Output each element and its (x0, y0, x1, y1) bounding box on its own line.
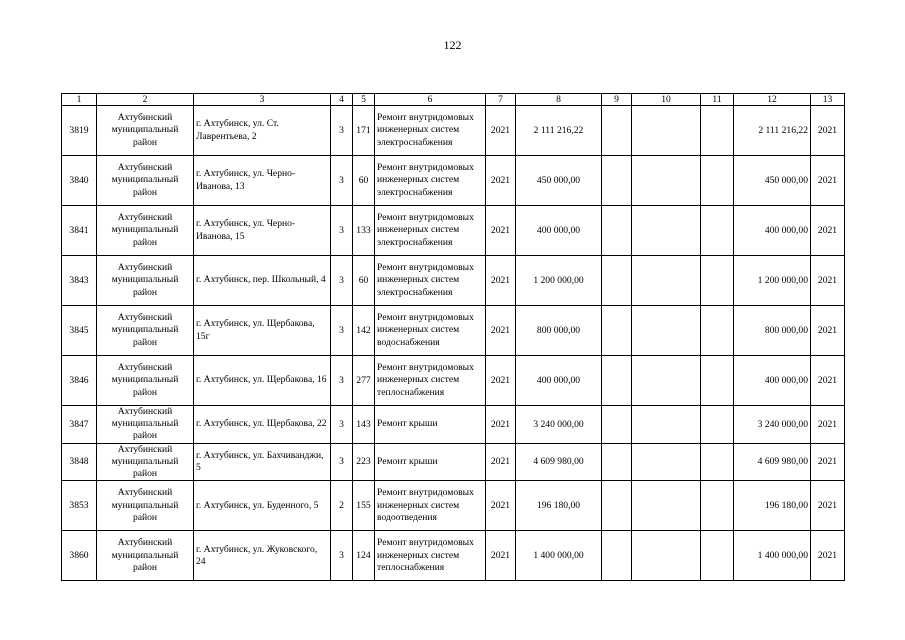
cell-col4: 3 (331, 356, 353, 406)
cell-work-type: Ремонт внутридомовых инженерных систем электроснабжения (375, 256, 486, 306)
table-row (62, 156, 845, 206)
cell-number: 3841 (62, 206, 97, 256)
cell-col12-amount: 4 609 980,00 (734, 443, 811, 481)
cell-work-type: Ремонт внутридомовых инженерных систем водоотведения (375, 481, 486, 531)
cell-col8-amount: 4 609 980,00 (516, 443, 602, 481)
cell-address: г. Ахтубинск, ул. Черно-Иванова, 15 (194, 206, 331, 256)
cell-col4: 3 (331, 206, 353, 256)
cell-col5: 133 (353, 206, 375, 256)
cell-col8-amount: 2 111 216,22 (516, 106, 602, 156)
cell-col12-amount: 400 000,00 (734, 206, 811, 256)
cell-address: г. Ахтубинск, ул. Щербакова, 22 (194, 406, 331, 444)
cell-address: г. Ахтубинск, пер. Школьный, 4 (194, 256, 331, 306)
cell-col5: 143 (353, 406, 375, 444)
cell-col10 (632, 356, 701, 406)
cell-col11 (701, 256, 734, 306)
cell-col4: 3 (331, 156, 353, 206)
cell-col10 (632, 206, 701, 256)
cell-col7: 2021 (486, 531, 516, 581)
cell-number: 3840 (62, 156, 97, 206)
cell-col7: 2021 (486, 206, 516, 256)
cell-col11 (701, 406, 734, 444)
cell-col8-amount: 1 200 000,00 (516, 256, 602, 306)
cell-address: г. Ахтубинск, ул. Бахчиванджи, 5 (194, 443, 331, 481)
table-row (62, 406, 845, 444)
cell-district: Ахтубинский муниципальный район (97, 406, 194, 444)
cell-number: 3846 (62, 356, 97, 406)
column-header: 9 (602, 94, 632, 106)
cell-col5: 223 (353, 443, 375, 481)
cell-work-type: Ремонт внутридомовых инженерных систем водоснабжения (375, 306, 486, 356)
cell-col8-amount: 1 400 000,00 (516, 531, 602, 581)
cell-col13: 2021 (811, 531, 845, 581)
cell-col5: 124 (353, 531, 375, 581)
cell-col11 (701, 306, 734, 356)
cell-col5: 277 (353, 356, 375, 406)
cell-col12-amount: 800 000,00 (734, 306, 811, 356)
cell-col12-amount: 3 240 000,00 (734, 406, 811, 444)
cell-col12-amount: 1 200 000,00 (734, 256, 811, 306)
cell-col4: 3 (331, 406, 353, 444)
cell-col12-amount: 1 400 000,00 (734, 531, 811, 581)
cell-col5: 142 (353, 306, 375, 356)
cell-col9 (602, 206, 632, 256)
cell-work-type: Ремонт внутридомовых инженерных систем электроснабжения (375, 156, 486, 206)
cell-col13: 2021 (811, 106, 845, 156)
cell-work-type: Ремонт внутридомовых инженерных систем теплоснабжения (375, 356, 486, 406)
cell-col10 (632, 481, 701, 531)
cell-col7: 2021 (486, 306, 516, 356)
cell-col9 (602, 306, 632, 356)
cell-col11 (701, 206, 734, 256)
table-row (62, 206, 845, 256)
cell-col9 (602, 256, 632, 306)
table-row (62, 443, 845, 481)
cell-col13: 2021 (811, 156, 845, 206)
cell-col4: 2 (331, 481, 353, 531)
cell-col13: 2021 (811, 306, 845, 356)
column-header: 6 (375, 94, 486, 106)
cell-address: г. Ахтубинск, ул. Жуковского, 24 (194, 531, 331, 581)
cell-col13: 2021 (811, 206, 845, 256)
cell-number: 3848 (62, 443, 97, 481)
cell-col7: 2021 (486, 256, 516, 306)
cell-address: г. Ахтубинск, ул. Щербакова, 15г (194, 306, 331, 356)
cell-work-type: Ремонт внутридомовых инженерных систем теплоснабжения (375, 531, 486, 581)
cell-col11 (701, 443, 734, 481)
column-header: 5 (353, 94, 375, 106)
column-header: 8 (516, 94, 602, 106)
cell-number: 3860 (62, 531, 97, 581)
cell-district: Ахтубинский муниципальный район (97, 206, 194, 256)
cell-col12-amount: 2 111 216,22 (734, 106, 811, 156)
cell-number: 3843 (62, 256, 97, 306)
cell-district: Ахтубинский муниципальный район (97, 481, 194, 531)
table-row (62, 306, 845, 356)
cell-col11 (701, 481, 734, 531)
cell-col9 (602, 156, 632, 206)
column-header: 12 (734, 94, 811, 106)
cell-col13: 2021 (811, 256, 845, 306)
table-row (62, 481, 845, 531)
table-row (62, 256, 845, 306)
cell-col8-amount: 400 000,00 (516, 356, 602, 406)
column-header: 10 (632, 94, 701, 106)
column-header: 4 (331, 94, 353, 106)
cell-col10 (632, 106, 701, 156)
cell-col12-amount: 196 180,00 (734, 481, 811, 531)
cell-col11 (701, 531, 734, 581)
cell-number: 3845 (62, 306, 97, 356)
cell-district: Ахтубинский муниципальный район (97, 443, 194, 481)
cell-col9 (602, 406, 632, 444)
cell-col10 (632, 531, 701, 581)
column-header: 13 (811, 94, 845, 106)
cell-col4: 3 (331, 306, 353, 356)
cell-address: г. Ахтубинск, ул. Щербакова, 16 (194, 356, 331, 406)
cell-col7: 2021 (486, 443, 516, 481)
column-header: 1 (62, 94, 97, 106)
cell-district: Ахтубинский муниципальный район (97, 256, 194, 306)
cell-district: Ахтубинский муниципальный район (97, 106, 194, 156)
column-header: 11 (701, 94, 734, 106)
cell-col8-amount: 450 000,00 (516, 156, 602, 206)
cell-col10 (632, 156, 701, 206)
cell-col10 (632, 406, 701, 444)
cell-address: г. Ахтубинск, ул. Черно-Иванова, 13 (194, 156, 331, 206)
cell-col11 (701, 106, 734, 156)
cell-col13: 2021 (811, 406, 845, 444)
cell-number: 3847 (62, 406, 97, 444)
table-row (62, 106, 845, 156)
cell-district: Ахтубинский муниципальный район (97, 356, 194, 406)
cell-col11 (701, 356, 734, 406)
cell-col10 (632, 443, 701, 481)
cell-col4: 3 (331, 256, 353, 306)
cell-col9 (602, 443, 632, 481)
cell-col7: 2021 (486, 481, 516, 531)
table-row (62, 531, 845, 581)
page-number: 122 (443, 38, 462, 52)
cell-col13: 2021 (811, 443, 845, 481)
cell-col4: 3 (331, 106, 353, 156)
cell-col8-amount: 196 180,00 (516, 481, 602, 531)
cell-col5: 155 (353, 481, 375, 531)
cell-col7: 2021 (486, 156, 516, 206)
cell-col10 (632, 256, 701, 306)
cell-col5: 60 (353, 256, 375, 306)
cell-col13: 2021 (811, 356, 845, 406)
cell-work-type: Ремонт крыши (375, 443, 486, 481)
cell-col8-amount: 800 000,00 (516, 306, 602, 356)
cell-col9 (602, 356, 632, 406)
table-header-row (62, 94, 845, 106)
cell-col4: 3 (331, 443, 353, 481)
cell-address: г. Ахтубинск, ул. Ст. Лаврентьева, 2 (194, 106, 331, 156)
cell-col9 (602, 106, 632, 156)
column-header: 7 (486, 94, 516, 106)
registry-table (61, 93, 845, 581)
cell-number: 3853 (62, 481, 97, 531)
cell-col12-amount: 400 000,00 (734, 356, 811, 406)
cell-col7: 2021 (486, 106, 516, 156)
cell-col8-amount: 3 240 000,00 (516, 406, 602, 444)
cell-col9 (602, 481, 632, 531)
cell-work-type: Ремонт внутридомовых инженерных систем электроснабжения (375, 206, 486, 256)
cell-district: Ахтубинский муниципальный район (97, 156, 194, 206)
cell-col11 (701, 156, 734, 206)
cell-address: г. Ахтубинск, ул. Буденного, 5 (194, 481, 331, 531)
cell-number: 3819 (62, 106, 97, 156)
cell-col12-amount: 450 000,00 (734, 156, 811, 206)
cell-col9 (602, 531, 632, 581)
cell-work-type: Ремонт крыши (375, 406, 486, 444)
column-header: 2 (97, 94, 194, 106)
cell-work-type: Ремонт внутридомовых инженерных систем электроснабжения (375, 106, 486, 156)
cell-col8-amount: 400 000,00 (516, 206, 602, 256)
cell-col7: 2021 (486, 356, 516, 406)
cell-col4: 3 (331, 531, 353, 581)
column-header: 3 (194, 94, 331, 106)
cell-district: Ахтубинский муниципальный район (97, 531, 194, 581)
table-row (62, 356, 845, 406)
cell-col13: 2021 (811, 481, 845, 531)
cell-district: Ахтубинский муниципальный район (97, 306, 194, 356)
cell-col10 (632, 306, 701, 356)
cell-col5: 60 (353, 156, 375, 206)
cell-col7: 2021 (486, 406, 516, 444)
cell-col5: 171 (353, 106, 375, 156)
